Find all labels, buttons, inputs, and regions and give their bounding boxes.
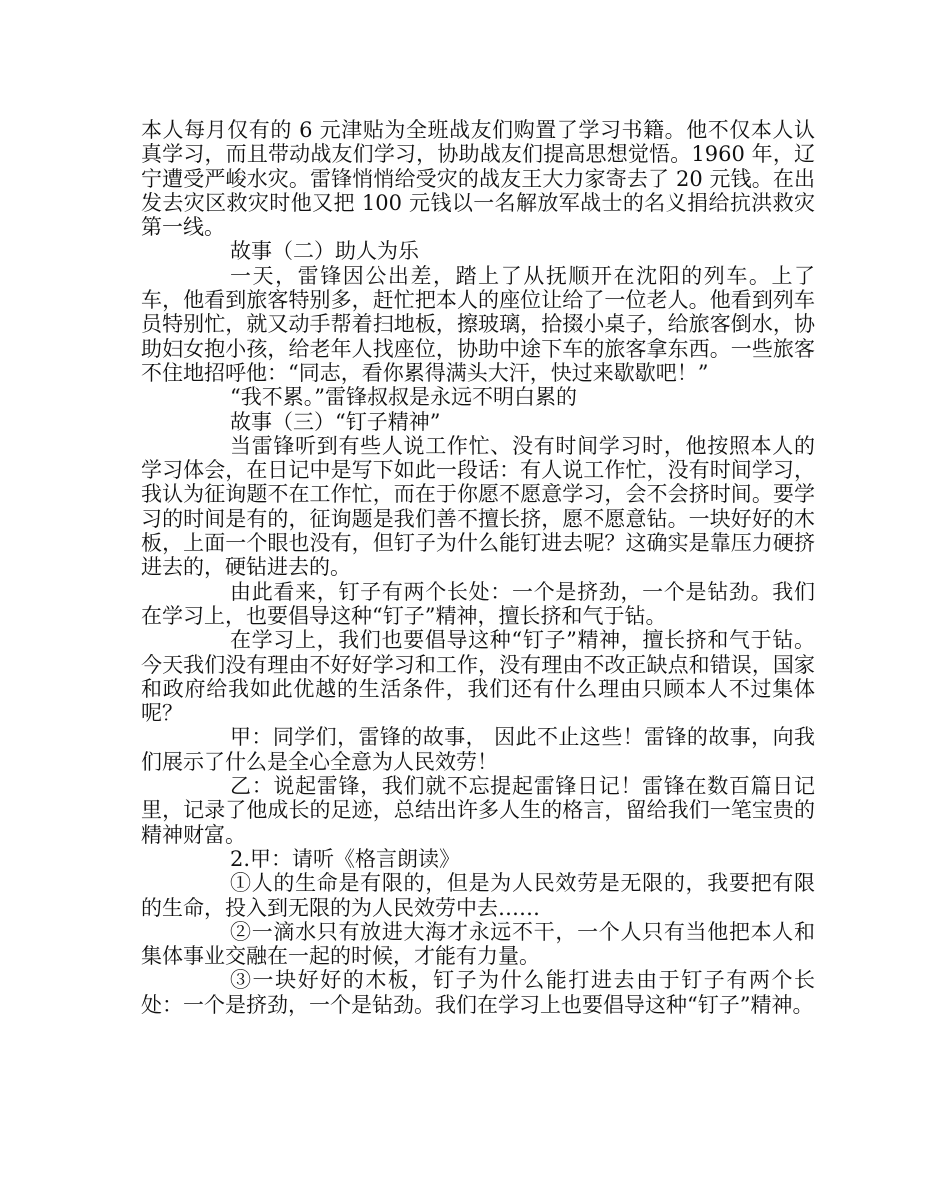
paragraph-speaker-yi: 乙：说起雷锋，我们就不忘提起雷锋日记！雷锋在数百篇日记里，记录了他成长的足迹，总结出许多人生的格言，留给我们一笔宝贵的精神财富。 [141, 774, 815, 847]
motto-item-2: ②一滴水只有放进大海才永远不干，一个人只有当他把本人和集体事业交融在一起的时候，才能有力量。 [141, 919, 815, 969]
paragraph-study-reflection: 在学习上，我们也要倡导这种“钉子”精神，擅长挤和气于钻。今天我们没有理由不好好学习和工作，没有理由不改正缺点和错误，国家和政府给我如此优越的生活条件，我们还有什么理由只顾本人不过集体呢？ [141, 628, 815, 726]
heading-story-three: 故事（三）“钉子精神” [230, 409, 441, 434]
paragraph-nail-spirit-diary: 当雷锋听到有些人说工作忙、没有时间学习时，他按照本人的学习体会，在日记中是写下如此一段话：有人说工作忙，没有时间学习，我认为征询题不在工作忙，而在于你愿不愿意学习，会不会挤时间。要学习的时间是有的，征询题是我们善不擅长挤，愿不愿意钻。一块好好的木板，上面一个眼也没有，但钉子为什么能钉进去呢？这确实是靠压力硬挤进去的，硬钻进去的。 [141, 433, 815, 580]
document-page [141, 118, 815, 1017]
paragraph-lei-feng-books-and-donation: 本人每月仅有的 6 元津贴为全班战友们购置了学习书籍。他不仅本人认真学习，而且带动战友们学习，协助战友们提高思想觉悟。1960 年，辽宁遭受严峻水灾。雷锋悄悄给受灾的战友王大力家寄去了 20 元钱。在出发去灾区救灾时他又把 100 元钱以一名解放军战士的名义捐给抗洪救灾第一线。 [141, 118, 815, 240]
heading-motto-reading: 2.甲：请听《格言朗读》 [230, 846, 461, 871]
paragraph-nail-two-strengths: 由此看来，钉子有两个长处：一个是挤劲，一个是钻劲。我们在学习上，也要倡导这种“钉子”精神，擅长挤和气于钻。 [141, 579, 815, 628]
motto-item-3: ③一块好好的木板，钉子为什么能打进去由于钉子有两个长处：一个是挤劲，一个是钻劲。我们在学习上也要倡导这种“钉子”精神。 [141, 968, 815, 1017]
paragraph-not-tired: “我不累。”雷锋叔叔是永远不明白累的 [230, 385, 577, 410]
motto-item-1: ①人的生命是有限的，但是为人民效劳是无限的，我要把有限的生命，投入到无限的为人民效劳中去…… [141, 871, 815, 920]
paragraph-speaker-jia: 甲：同学们，雷锋的故事， 因此不止这些！雷锋的故事，向我们展示了什么是全心全意为人民效劳！ [141, 725, 815, 774]
paragraph-train-story: 一天，雷锋因公出差，踏上了从抚顺开在沈阳的列车。上了车，他看到旅客特别多，赶忙把本人的座位让给了一位老人。他看到列车员特别忙，就又动手帮着扫地板，擦玻璃，拾掇小桌子，给旅客倒水，协助妇女抱小孩，给老年人找座位，协助中途下车的旅客拿东西。一些旅客不住地招呼他：“同志，看你累得满头大汗，快过来歇歇吧！” [141, 263, 815, 385]
heading-story-two: 故事（二）助人为乐 [230, 239, 419, 264]
